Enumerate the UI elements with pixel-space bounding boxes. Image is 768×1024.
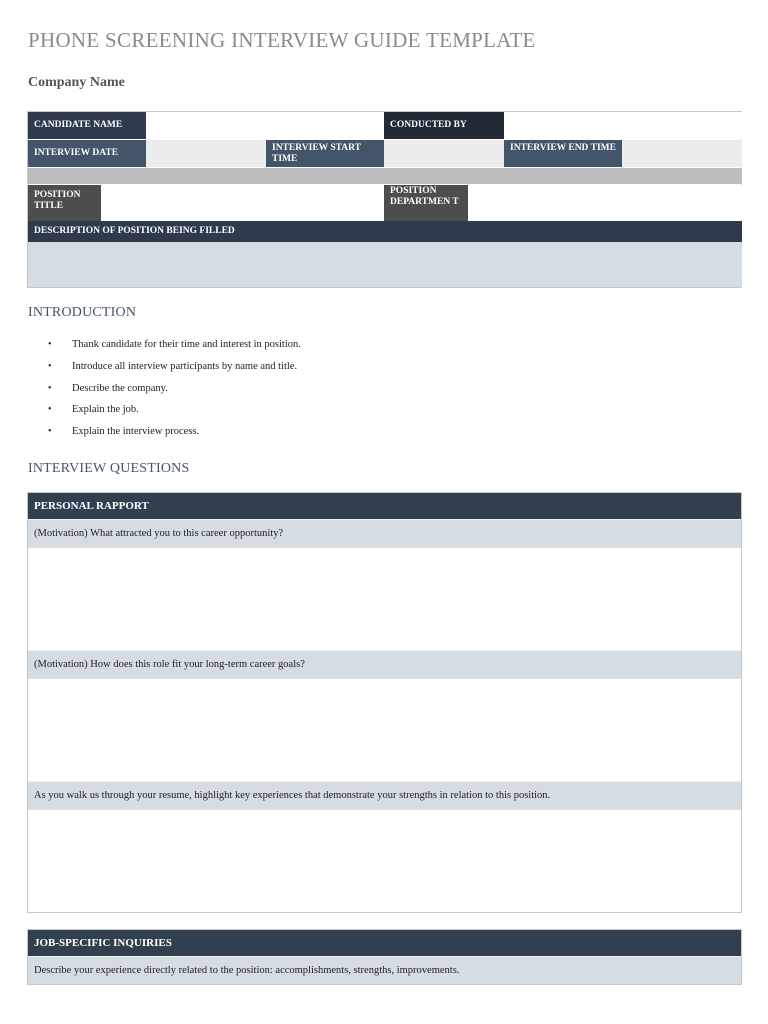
question-row: (Motivation) How does this role fit your long-term career goals? (28, 650, 741, 678)
introduction-list (28, 337, 301, 446)
interview-date-field[interactable] (146, 140, 266, 167)
introduction-heading: INTRODUCTION (28, 305, 137, 320)
row-separator (28, 168, 742, 184)
bullet-icon: • (48, 339, 52, 350)
position-title-field[interactable] (101, 185, 384, 221)
interview-date-label: INTERVIEW DATE (28, 140, 146, 167)
list-item (28, 424, 301, 446)
interview-start-time-label: INTERVIEW START TIME (266, 140, 384, 167)
question-row: As you walk us through your resume, highlight key experiences that demonstrate your strengths in relation to this position. (28, 781, 741, 809)
answer-field[interactable] (28, 547, 741, 650)
bullet-icon: • (48, 404, 52, 416)
description-field[interactable] (28, 242, 742, 287)
company-name: Company Name (28, 75, 125, 90)
answer-field[interactable] (28, 678, 741, 781)
job-specific-heading: JOB-SPECIFIC INQUIRIES (28, 930, 741, 956)
description-label: DESCRIPTION OF POSITION BEING FILLED (28, 221, 742, 242)
question-row: Describe your experience directly related to the position: accomplishments, strengths, improvements. (28, 956, 741, 984)
document-title: PHONE SCREENING INTERVIEW GUIDE TEMPLATE (28, 28, 536, 52)
list-item-text: Explain the job. (72, 404, 139, 416)
job-specific-section (27, 929, 742, 985)
personal-rapport-heading: PERSONAL RAPPORT (28, 493, 741, 519)
interview-questions-heading: INTERVIEW QUESTIONS (28, 461, 190, 476)
list-item-text: Introduce all interview participants by name and title. (72, 360, 298, 372)
answer-field[interactable] (28, 809, 741, 912)
interview-start-time-field[interactable] (384, 140, 504, 167)
list-item (28, 402, 301, 424)
conducted-by-field[interactable] (504, 112, 742, 139)
candidate-name-field[interactable] (146, 112, 384, 139)
position-department-field[interactable] (468, 185, 742, 221)
list-item-text: Explain the interview process. (72, 426, 200, 438)
conducted-by-label: CONDUCTED BY (384, 112, 504, 139)
position-department-label: POSITION DEPARTMEN T (384, 185, 468, 221)
bullet-icon: • (48, 382, 52, 394)
list-item-text: Thank candidate for their time and interest in position. (72, 339, 301, 350)
list-item-text: Describe the company. (72, 382, 168, 394)
personal-rapport-section (27, 492, 742, 913)
interview-end-time-field[interactable] (622, 140, 742, 167)
candidate-info-table (27, 111, 742, 288)
bullet-icon: • (48, 360, 52, 372)
candidate-name-label: CANDIDATE NAME (28, 112, 146, 139)
interview-end-time-label: INTERVIEW END TIME (504, 140, 622, 167)
list-item (28, 337, 301, 359)
question-row: (Motivation) What attracted you to this career opportunity? (28, 519, 741, 547)
position-title-label: POSITION TITLE (28, 185, 101, 221)
list-item (28, 381, 301, 403)
list-item (28, 359, 301, 381)
bullet-icon: • (48, 426, 52, 438)
